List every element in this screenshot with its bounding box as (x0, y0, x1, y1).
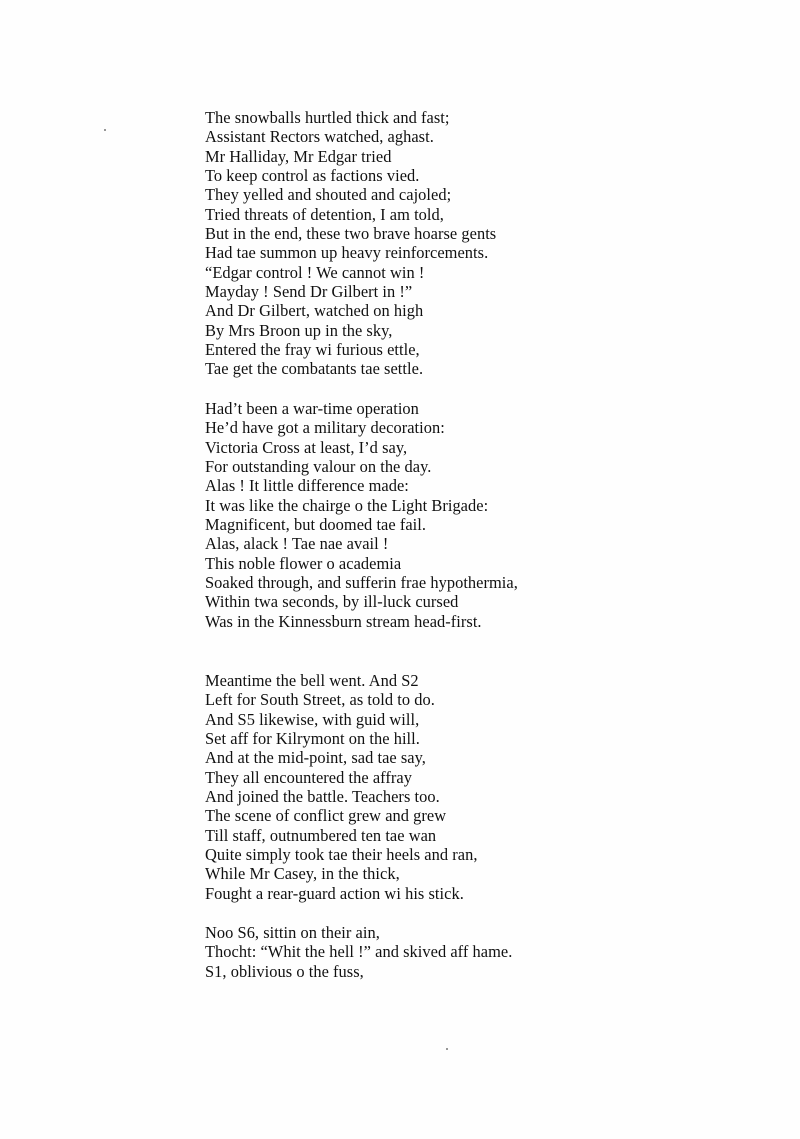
poem-line: This noble flower o academia (205, 553, 402, 573)
scan-speck (446, 1048, 448, 1050)
stanza-break (205, 903, 765, 923)
poem-line: S1, oblivious o the fuss, (205, 961, 364, 981)
poem-line: Magnificent, but doomed tae fail. (205, 514, 427, 534)
poem-line: To keep control as factions vied. (205, 166, 420, 186)
poem-line: While Mr Casey, in the thick, (205, 864, 400, 884)
scan-speck (104, 129, 106, 131)
stanza-break (205, 631, 765, 671)
stanza-break (205, 379, 765, 399)
poem-line: “Edgar control ! We cannot win ! (205, 262, 425, 282)
poem-line: Within twa seconds, by ill-luck cursed (205, 592, 459, 612)
stanza-4 (205, 923, 765, 981)
poem-line: Soaked through, and sufferin frae hypothermia, (205, 572, 518, 592)
poem-line: Thocht: “Whit the hell !” and skived aff hame. (205, 942, 513, 962)
poem-line: Had tae summon up heavy reinforcements. (205, 243, 489, 263)
poem-line: Fought a rear-guard action wi his stick. (205, 883, 464, 903)
poem-line: Mayday ! Send Dr Gilbert in !” (205, 282, 413, 302)
poem-line: Tried threats of detention, I am told, (205, 204, 444, 224)
poem-line: And Dr Gilbert, watched on high (205, 301, 424, 321)
poem-line: They all encountered the affray (205, 767, 412, 787)
stanza-3 (205, 671, 765, 903)
poem-line: Alas ! It little difference made: (205, 476, 409, 496)
poem-line: Was in the Kinnessburn stream head-first. (205, 611, 482, 631)
poem-line: They yelled and shouted and cajoled; (205, 185, 452, 205)
poem-line: Tae get the combatants tae settle. (205, 359, 424, 379)
poem-line: And S5 likewise, with guid will, (205, 709, 420, 729)
poem-line: And at the mid-point, sad tae say, (205, 748, 426, 768)
stanza-1 (205, 108, 765, 379)
poem-line: Noo S6, sittin on their ain, (205, 923, 380, 943)
poem-line: And joined the battle. Teachers too. (205, 787, 440, 806)
poem-line: Assistant Rectors watched, aghast. (205, 127, 434, 147)
stanza-2 (205, 399, 765, 631)
poem-line: The scene of conflict grew and grew (205, 806, 447, 826)
poem-line: Till staff, outnumbered ten tae wan (205, 825, 437, 845)
poem-line: It was like the chairge o the Light Brigade: (205, 495, 489, 515)
poem-line: Alas, alack ! Tae nae avail ! (205, 534, 389, 554)
poem-line: The snowballs hurtled thick and fast; (205, 108, 450, 127)
poem-line: But in the end, these two brave hoarse gents (205, 224, 497, 244)
poem-line: Set aff for Kilrymont on the hill. (205, 728, 420, 748)
poem-line: Mr Halliday, Mr Edgar tried (205, 146, 392, 166)
poem-line: Had’t been a war-time operation (205, 398, 419, 418)
poem-line: He’d have got a military decoration: (205, 418, 445, 438)
poem-line: Victoria Cross at least, I’d say, (205, 437, 408, 457)
poem-line: By Mrs Broon up in the sky, (205, 320, 393, 340)
poem-line: For outstanding valour on the day. (205, 456, 432, 476)
poem-line: Meantime the bell went. And S2 (205, 670, 419, 690)
poem-line: Quite simply took tae their heels and ran, (205, 845, 478, 865)
poem-text (205, 108, 765, 981)
poem-line: Entered the fray wi furious ettle, (205, 340, 420, 360)
poem-line: Left for South Street, as told to do. (205, 690, 435, 710)
